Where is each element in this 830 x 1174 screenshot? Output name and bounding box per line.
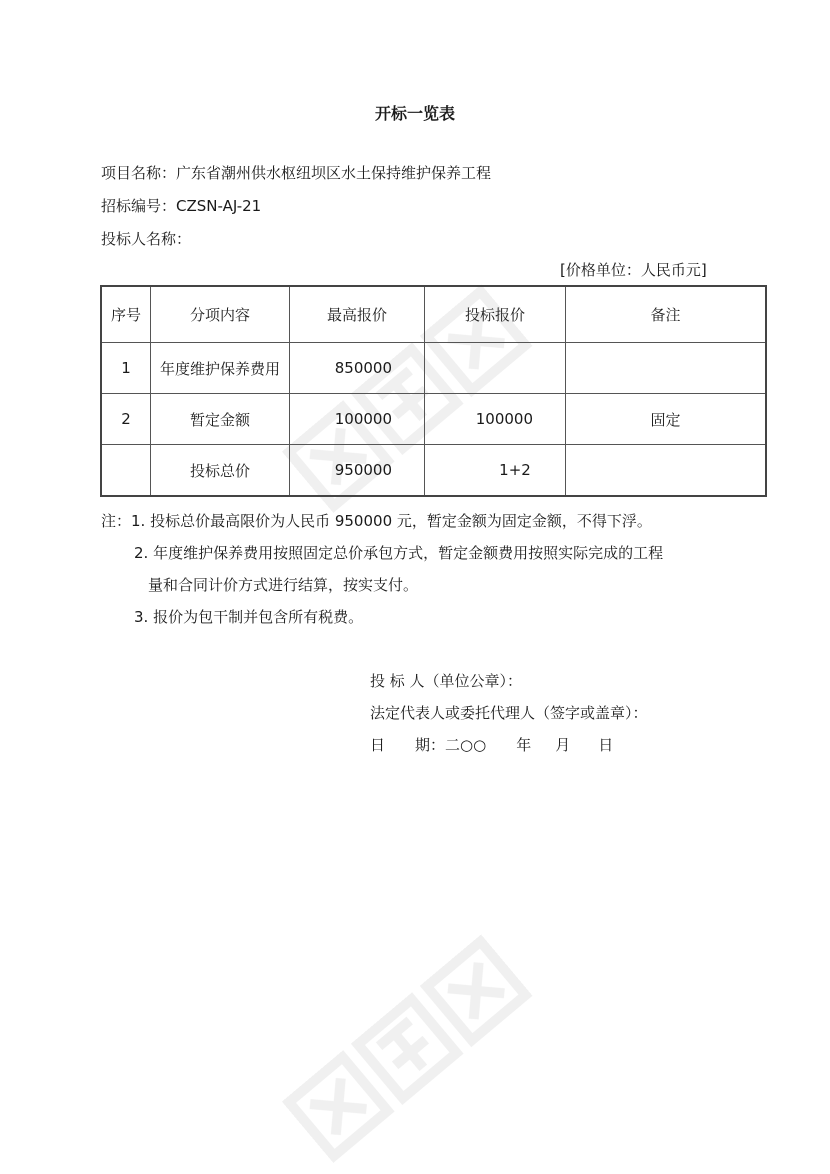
row-max-price: 850000	[290, 343, 425, 394]
notes-section	[101, 505, 663, 633]
row-item: 投标总价	[151, 445, 290, 497]
row-max-price: 950000	[290, 445, 425, 497]
header-cell: 序号	[101, 286, 151, 343]
row-bid-price: 1+2	[425, 445, 566, 497]
row-item: 暂定金额	[151, 394, 290, 445]
row-max-price: 100000	[290, 394, 425, 445]
page-title: 开标一览表	[374, 104, 455, 123]
row-remark	[566, 343, 767, 394]
row-no: 1	[101, 343, 151, 394]
bidder-seal-line: 投 标 人（单位公章）：	[370, 672, 523, 690]
table-row	[101, 394, 766, 445]
price-unit-note: [价格单位：人民币元]	[560, 261, 707, 279]
date-year: 二○○ 年	[445, 736, 532, 754]
row-item: 年度维护保养费用	[151, 343, 290, 394]
note-1: 注：1. 投标总价最高限价为人民币 950000 元，暂定金额为固定金额，不得下浮。	[101, 512, 652, 530]
header-cell: 投标报价	[425, 286, 566, 343]
bidder-name: 投标人名称：	[101, 230, 192, 248]
table-header-row	[101, 286, 766, 343]
tender-number: 招标编号：CZSN-AJ-21	[101, 197, 262, 215]
legal-rep-line: 法定代表人或委托代理人（签字或盖章）：	[370, 704, 648, 722]
row-bid-price: 100000	[425, 394, 566, 445]
note-2: 2. 年度维护保养费用按照固定总价承包方式，暂定金额费用按照实际完成的工程	[134, 544, 664, 562]
table-row	[101, 343, 766, 394]
signature-block	[370, 665, 648, 761]
row-no: 2	[101, 394, 151, 445]
row-remark: 固定	[566, 394, 767, 445]
row-bid-price	[425, 343, 566, 394]
note-3: 3. 报价为包干制并包含所有税费。	[134, 608, 364, 626]
row-no	[101, 445, 151, 497]
table-row	[101, 445, 766, 497]
note-2-continued: 量和合同计价方式进行结算，按实支付。	[148, 576, 419, 594]
row-remark	[566, 445, 767, 497]
project-name: 项目名称：广东省潮州供水枢纽坝区水土保持维护保养工程	[101, 164, 492, 182]
header-cell: 备注	[566, 286, 767, 343]
date-day: 日	[598, 736, 614, 754]
bid-summary-table	[100, 285, 767, 497]
date-line	[370, 729, 648, 761]
date-label: 日 期：	[370, 736, 446, 754]
date-month: 月	[555, 736, 571, 754]
header-cell: 最高报价	[290, 286, 425, 343]
header-cell: 分项内容	[151, 286, 290, 343]
